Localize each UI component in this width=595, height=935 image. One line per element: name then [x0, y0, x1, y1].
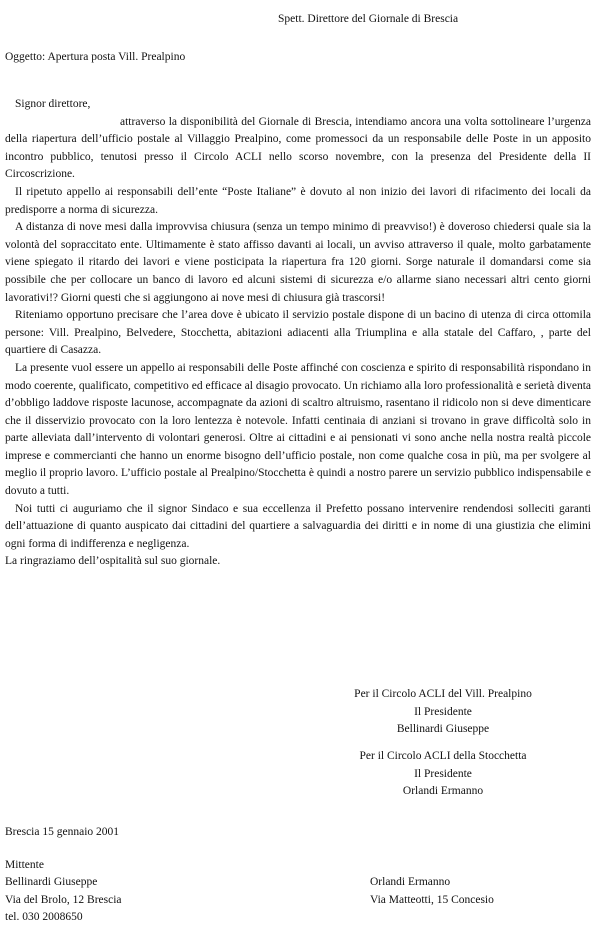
signature-block-prealpino [325, 686, 561, 739]
paragraph-1: attraverso la disponibilità del Giornale di Brescia, intendiamo ancora una volta sottolineare l’urgenza della riapertura dell’ufficio postale al Villaggio Prealpino, come promessoci da un responsabile delle Poste in un apposito incontro pubblico, tenutosi presso il Circolo ACLI nello scorso novembre, con la presenza del Presidente della II Circoscrizione. [5, 115, 591, 181]
letter-body [5, 96, 591, 571]
paragraph-4: Riteniamo opportuno precisare che l’area dove è ubicato il servizio postale dispone di un bacino di utenza di circa ottomila persone: Vill. Prealpino, Belvedere, Stocchetta, abitazioni adiacenti alla Triumplina e alla statale del Caffaro, , parte del quartiere di Casazza. [5, 309, 591, 357]
closing-line: La ringraziamo dell’ospitalità sul suo giornale. [5, 555, 221, 568]
paragraph-2: Il ripetuto appello ai responsabili dell’ente “Poste Italiane” è dovuto al non inizio dei lavori di rifacimento dei locali da predisporre a norma di sicurezza. [5, 185, 591, 216]
signature-role: Il Presidente [414, 705, 472, 718]
date-place: Brescia 15 gennaio 2001 [5, 826, 120, 838]
paragraph-5: La presente vuol essere un appello ai responsabili delle Poste affinché con coscienza e spirito di responsabilità rispondano in modo coerente, qualificato, competitivo ed efficace al disagio provocato. Un richiamo alla loro professionalità e serietà diventa d’obbligo laddove risposte lacunose, accompagnate da azioni di scaltro altruismo, rasentano il ridicolo non si deve dimenticare che il disservizio provocato con la loro lentezza è notevole. Infatti centinaia di anziani si trovano in grave difficoltà solo in parte alleviata dall’intervento di volontari generosi. Oltre ai cittadini e ai pensionati vi sono anche nella nostra realtà piccole imprese e commercianti che hanno un enorme bisogno dell’ufficio postale, non come qualche cosa in più, ma per svolgere al meglio il proprio lavoro. L’ufficio postale al Prealpino/Stocchetta è quindi a nostro parere un servizio pubblico indispensabile e dovuto a tutti. [5, 361, 591, 498]
sender-left-block [5, 874, 122, 927]
sender-right-name: Orlandi Ermanno [370, 876, 451, 888]
signature-name: Bellinardi Giuseppe [396, 723, 490, 736]
sender-right-address: Via Matteotti, 15 Concesio [370, 893, 494, 906]
subject-line: Oggetto: Apertura posta Vill. Prealpino [5, 51, 186, 63]
sender-left-phone: tel. 030 2008650 [5, 911, 83, 924]
sender-right-block [370, 874, 494, 909]
signature-org: Per il Circolo ACLI del Vill. Prealpino [354, 688, 532, 700]
signature-org: Per il Circolo ACLI della Stocchetta [359, 750, 527, 762]
signature-name: Orlandi Ermanno [402, 785, 484, 798]
sender-label: Mittente [5, 859, 44, 871]
signature-block-stocchetta [325, 748, 561, 801]
recipient-line: Spett. Direttore del Giornale di Brescia [278, 13, 459, 25]
signature-role: Il Presidente [414, 767, 472, 780]
paragraph-3: A distanza di nove mesi dalla improvvisa chiusura (senza un tempo minimo di preavviso!) è doveroso chiedersi quale sia la volontà del sopraccitato ente. Ultimamente è stato affisso davanti ai locali, un avviso attraverso il quale, molto garbatamente viene spiegato il ritardo dei lavori e viene posticipata la riapertura fra 120 giorni. Sorge naturale il domandarsi come sia possibile che per collocare un banco di lavoro ed alcuni sistemi di sicurezza e/o allarme siano necessari altri cento giorni lavorativi!? Giorni questi che si aggiungono ai nove mesi di chiusura già trascorsi! [5, 221, 591, 304]
salutation: Signor direttore, [15, 98, 91, 110]
sender-left-name: Bellinardi Giuseppe [5, 876, 98, 888]
paragraph-6: Noi tutti ci auguriamo che il signor Sindaco e sua eccellenza il Prefetto possano intervenire rendendosi solleciti garanti dell’attuazione di quanto auspicato dai cittadini del quartiere a salvaguardia dei diritti e in nome di una giustizia che elimini ogni forma di indifferenza e negligenza. [5, 502, 591, 550]
sender-left-address: Via del Brolo, 12 Brescia [5, 893, 122, 906]
